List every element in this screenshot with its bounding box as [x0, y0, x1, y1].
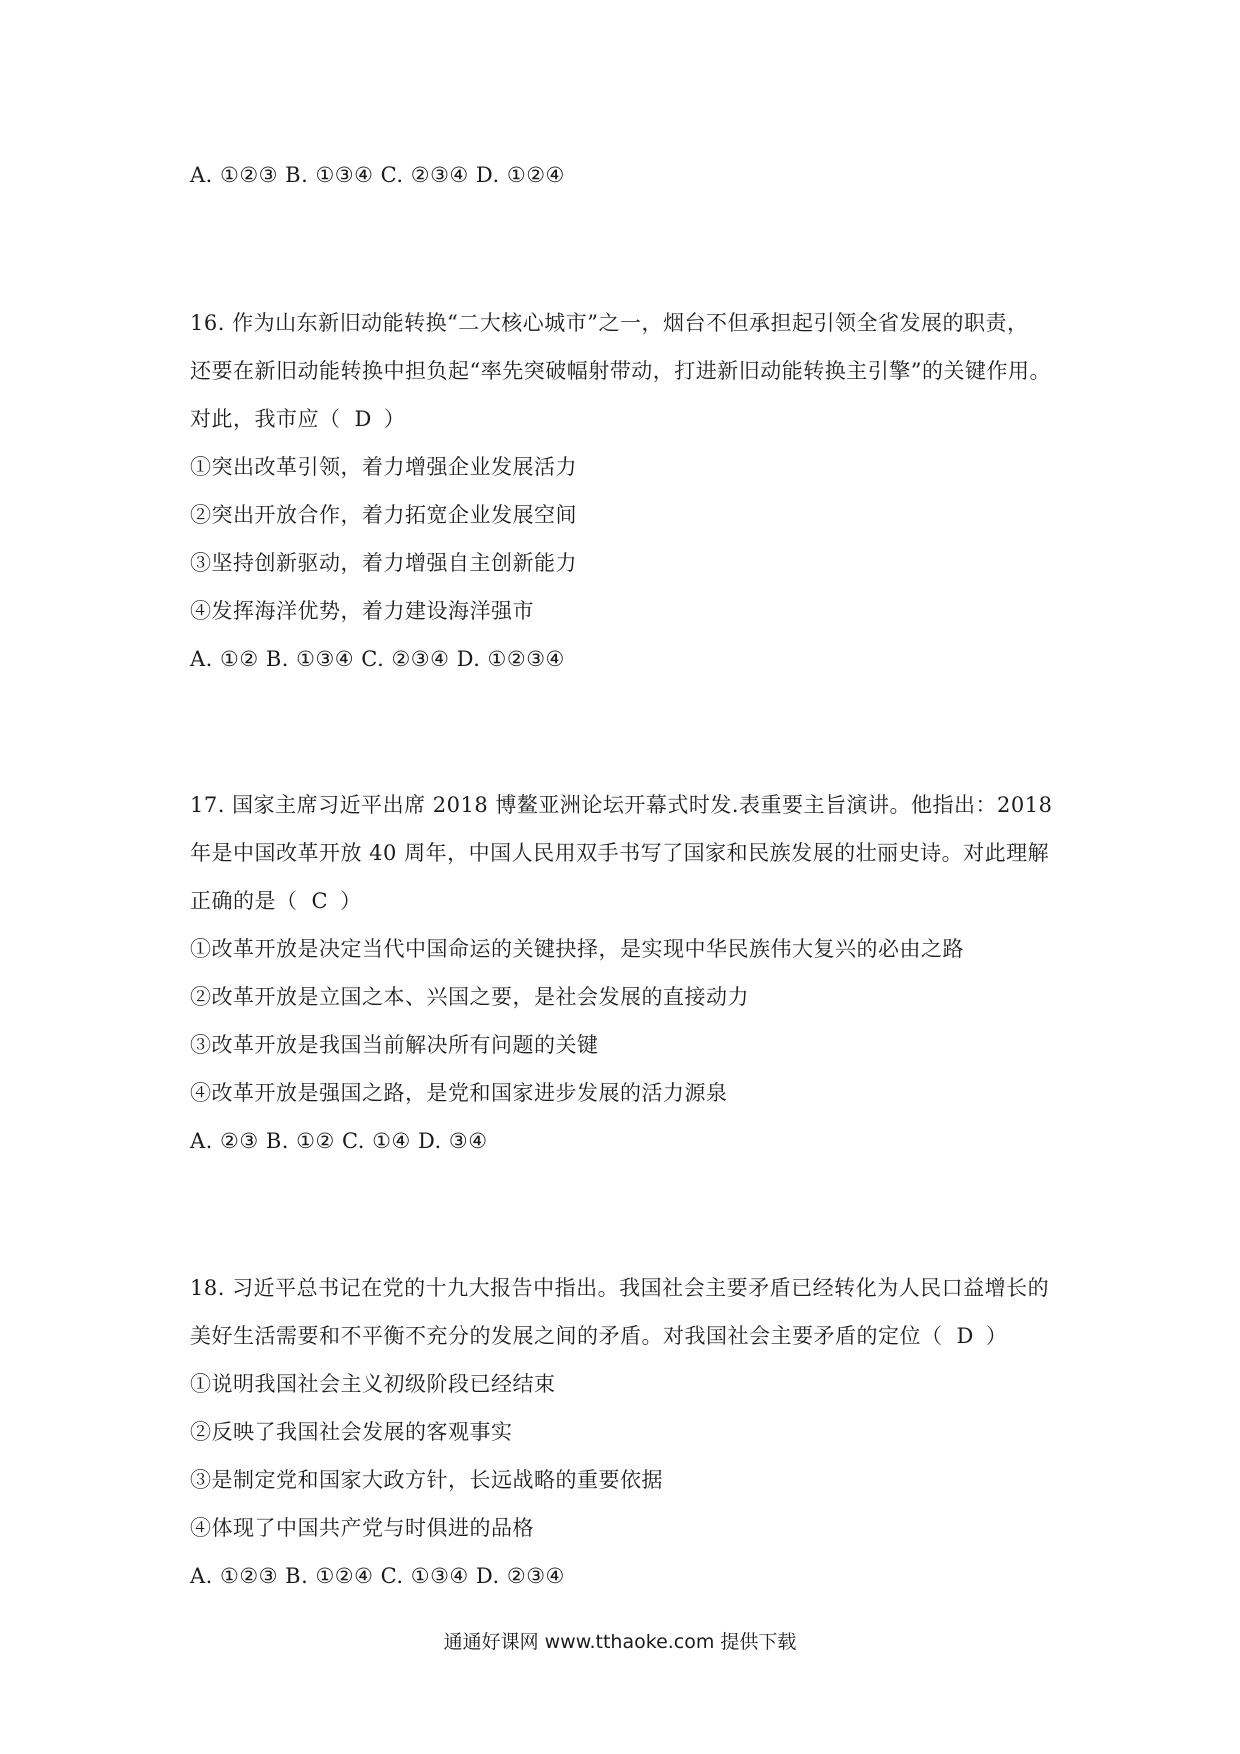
- q16-options: A. ①② B. ①③④ C. ②③④ D. ①②③④: [190, 647, 565, 671]
- q17-stem-prefix: 正确的是（: [190, 889, 298, 913]
- q18-stem-suffix: ）: [985, 1324, 1008, 1348]
- q17-item-4: ④改革开放是强国之路，是党和国家进步发展的活力源泉: [190, 1081, 728, 1105]
- q18-item-4: ④体现了中国共产党与时俱进的品格: [190, 1516, 534, 1540]
- q17-stem-line-2: 年是中国改革开放 40 周年，中国人民用双手书写了国家和民族发展的壮丽史诗。对此理解: [190, 841, 1050, 865]
- download-footer: 通通好课网 www.tthaoke.com 提供下载: [443, 1631, 797, 1653]
- q18-stem-line-2: [190, 1322, 1007, 1350]
- q18-options: A. ①②③ B. ①②④ C. ①③④ D. ②③④: [190, 1564, 565, 1588]
- q18-answer: D: [956, 1324, 974, 1348]
- q16-answer: D: [354, 407, 372, 431]
- q17-options: A. ②③ B. ①② C. ①④ D. ③④: [190, 1129, 488, 1153]
- q16-item-3: ③坚持创新驱动，着力增强自主创新能力: [190, 551, 577, 575]
- q18-item-3: ③是制定党和国家大政方针，长远战略的重要依据: [190, 1468, 663, 1492]
- q17-item-3: ③改革开放是我国当前解决所有问题的关键: [190, 1033, 599, 1057]
- q16-item-2: ②突出开放合作，着力拓宽企业发展空间: [190, 503, 577, 527]
- q16-stem-prefix: 对此，我市应（: [190, 407, 341, 431]
- q17-item-2: ②改革开放是立国之本、兴国之要，是社会发展的直接动力: [190, 985, 749, 1009]
- q16-stem-line-1: 16. 作为山东新旧动能转换“二大核心城市”之一，烟台不但承担起引领全省发展的职责，: [190, 311, 1029, 335]
- q17-stem-line-3: [190, 887, 362, 915]
- q16-stem-line-2: 还要在新旧动能转换中担负起“率先突破幅射带动，打进新旧动能转换主引擎”的关键作用。: [190, 359, 1051, 383]
- q17-item-1: ①改革开放是决定当代中国命运的关键抉择，是实现中华民族伟大复兴的必由之路: [190, 937, 964, 961]
- q15-options: A. ①②③ B. ①③④ C. ②③④ D. ①②④: [190, 163, 565, 187]
- q17-stem-line-1: 17. 国家主席习近平出席 2018 博鳌亚洲论坛开幕式时发.表重要主旨演讲。他指出：2018: [190, 793, 1053, 817]
- q17-answer: C: [311, 889, 329, 913]
- q16-item-1: ①突出改革引领，着力增强企业发展活力: [190, 455, 577, 479]
- q16-stem-line-3: [190, 405, 405, 433]
- q18-stem-line-1: 18. 习近平总书记在党的十九大报告中指出。我国社会主要矛盾已经转化为人民口益增长的: [190, 1276, 1050, 1300]
- q18-item-1: ①说明我国社会主义初级阶段已经结束: [190, 1372, 556, 1396]
- q16-stem-suffix: ）: [383, 407, 406, 431]
- q17-stem-suffix: ）: [340, 889, 362, 913]
- q18-item-2: ②反映了我国社会发展的客观事实: [190, 1420, 513, 1444]
- q16-item-4: ④发挥海洋优势，着力建设海洋强市: [190, 599, 534, 623]
- q18-stem-prefix: 美好生活需要和不平衡不充分的发展之间的矛盾。对我国社会主要矛盾的定位（: [190, 1324, 943, 1348]
